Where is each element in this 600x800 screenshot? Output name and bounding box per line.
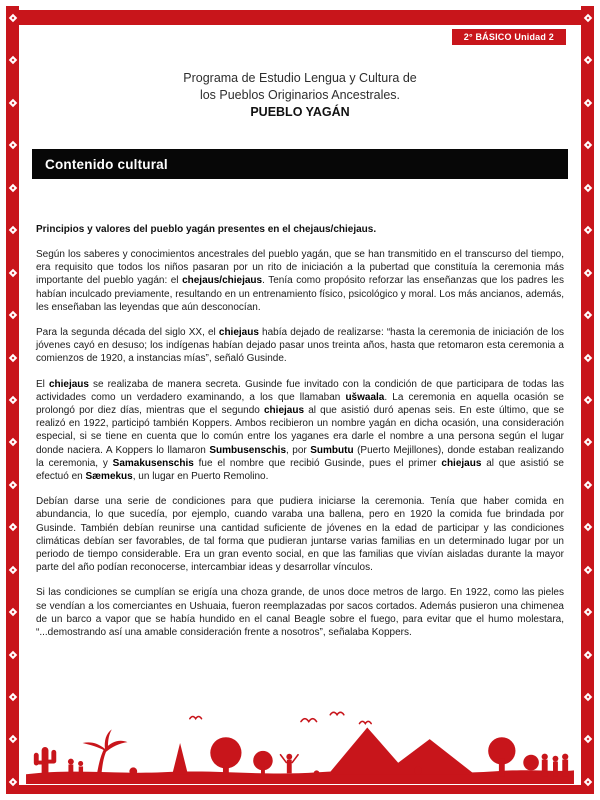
section-banner-title: Contenido cultural bbox=[45, 156, 168, 172]
diamond-marker bbox=[583, 56, 591, 64]
diamond-marker bbox=[8, 311, 16, 319]
diamond-marker bbox=[8, 693, 16, 701]
diamond-marker bbox=[8, 523, 16, 531]
diamond-marker bbox=[583, 565, 591, 573]
diamond-marker bbox=[8, 481, 16, 489]
paragraph: Debían darse una serie de condiciones para que pudiera iniciarse la ceremonia. Tenía que haber comida en abundancia, lo que sucedía, por ejemplo, cuando varaba una ballena, pero en 1920 la comida fue brindada por Gusinde. También debían reunirse una cantidad suficiente de jóvenes en la edad de participar y las condiciones climáticas debían ser favorables, de tal forma que pudieran juntarse varias familias en un determinado lugar por un periodo de tiempo considerable. Era un gran evento social, en que las familias que vivían aisladas durante la mayor parte del año podían reconocerse, intercambiar ideas y desarrollar vínculos. bbox=[36, 496, 564, 574]
diamond-marker bbox=[8, 56, 16, 64]
header-title: PUEBLO YAGÁN bbox=[250, 105, 350, 119]
diamond-marker bbox=[583, 650, 591, 658]
diamond-marker bbox=[583, 608, 591, 616]
diamond-marker bbox=[583, 523, 591, 531]
top-border-bar bbox=[19, 10, 581, 25]
paragraph: Para la segunda década del siglo XX, el chiejaus había dejado de realizarse: “hasta la ceremonia de iniciación de los jóvenes cayó en desuso; los indígenas habían dejado pasar unos treinta años, hasta que retomaron esta ceremonia a comienzos de 1920, a instancias mías”, señaló Gusinde. bbox=[36, 327, 565, 365]
diamond-marker bbox=[8, 14, 16, 22]
diamond-marker bbox=[8, 268, 16, 276]
diamond-marker bbox=[8, 565, 16, 573]
section-banner bbox=[32, 149, 568, 179]
diamond-marker bbox=[583, 396, 591, 404]
diamond-marker bbox=[583, 184, 591, 192]
paragraph: Si las condiciones se cumplían se erigía una choza grande, de unos doce metros de largo. En 1922, como las pieles se vendían a los comerciantes en Ushuaia, fueron reemplazadas por sacos cortados. Además pusieron una chimenea de un barco a vapor que se había hundido en el canal Beagle sobre el fuego, para evitar que el humo molestara, “...demostrando así una amable consideración frente a nosotros”, señalaba Koppers. bbox=[36, 587, 564, 639]
diamond-marker bbox=[583, 693, 591, 701]
diamond-marker bbox=[8, 184, 16, 192]
right-border-ornament bbox=[581, 6, 594, 794]
diamond-marker bbox=[8, 141, 16, 149]
diamond-marker bbox=[583, 141, 591, 149]
left-border-ornament bbox=[6, 6, 19, 794]
diamond-marker bbox=[583, 353, 591, 361]
diamond-marker bbox=[8, 650, 16, 658]
page-content bbox=[36, 70, 564, 639]
diamond-marker bbox=[583, 268, 591, 276]
unit-badge: 2° BÁSICO Unidad 2 bbox=[452, 29, 566, 45]
footer-landscape-illustration bbox=[19, 706, 581, 784]
diamond-marker bbox=[8, 438, 16, 446]
diamond-marker bbox=[8, 353, 16, 361]
header-line-1: Programa de Estudio Lengua y Cultura de bbox=[183, 71, 417, 85]
paragraph: Según los saberes y conocimientos ancestrales del pueblo yagán, que se han transmitido en el transcurso del tiempo, era requisito que todos los niños pasaran por un rito de iniciación a la pubertad que constituía la ceremonia más importante del pueblo yagán: el chejaus/chiejaus. Tenía como propósito reforzar las enseñanzas que los padres les habían inculcado previamente, resultando en un entrenamiento físico, psicológico y moral. Los más ancianos, además, les enseñaban las leyendas que aún desconocían. bbox=[36, 249, 564, 313]
diamond-marker bbox=[583, 311, 591, 319]
diamond-marker bbox=[583, 778, 591, 786]
diamond-marker bbox=[583, 14, 591, 22]
diamond-marker bbox=[8, 99, 16, 107]
diamond-marker bbox=[8, 735, 16, 743]
diamond-marker bbox=[8, 226, 16, 234]
diamond-marker bbox=[583, 99, 591, 107]
diamond-marker bbox=[583, 481, 591, 489]
diamond-marker bbox=[8, 778, 16, 786]
diamond-marker bbox=[583, 735, 591, 743]
bottom-border-bar bbox=[19, 785, 581, 794]
document-header bbox=[36, 70, 564, 121]
diamond-marker bbox=[8, 608, 16, 616]
article-subtitle: Principios y valores del pueblo yagán presentes en el chejaus/chiejaus. bbox=[36, 224, 377, 235]
diamond-marker bbox=[583, 226, 591, 234]
diamond-marker bbox=[8, 396, 16, 404]
paragraph: El chiejaus se realizaba de manera secreta. Gusinde fue invitado con la condición de que participara de todas las actividades como un verdadero examinando, a los que llamaban ušwaala. La ceremonia en aquella ocasión se prolongó por diez días, mientras que el segundo chiejaus al que asistió duró apenas seis. En este último, que se realizó en 1922, participó también Koppers. Ambos recibieron un nombre yagán en dicha ocasión, una consideración especial, si se tiene en cuenta que lo común entre los yaganes era darle el nombre a una persona según el lugar donde naciera. A Koppers lo llamaron Sumbusenschis, por Sumbutu (Puerto Mejillones), donde estaban realizando la ceremonia, y Samakusenschis fue el nombre que recibió Gusinde, pues el primer chiejaus al que asistió se efectuó en Sæmekus, un lugar en Puerto Remolino. bbox=[36, 378, 564, 483]
diamond-marker bbox=[583, 438, 591, 446]
header-line-2: los Pueblos Originarios Ancestrales. bbox=[199, 88, 401, 102]
paragraphs bbox=[36, 248, 564, 639]
